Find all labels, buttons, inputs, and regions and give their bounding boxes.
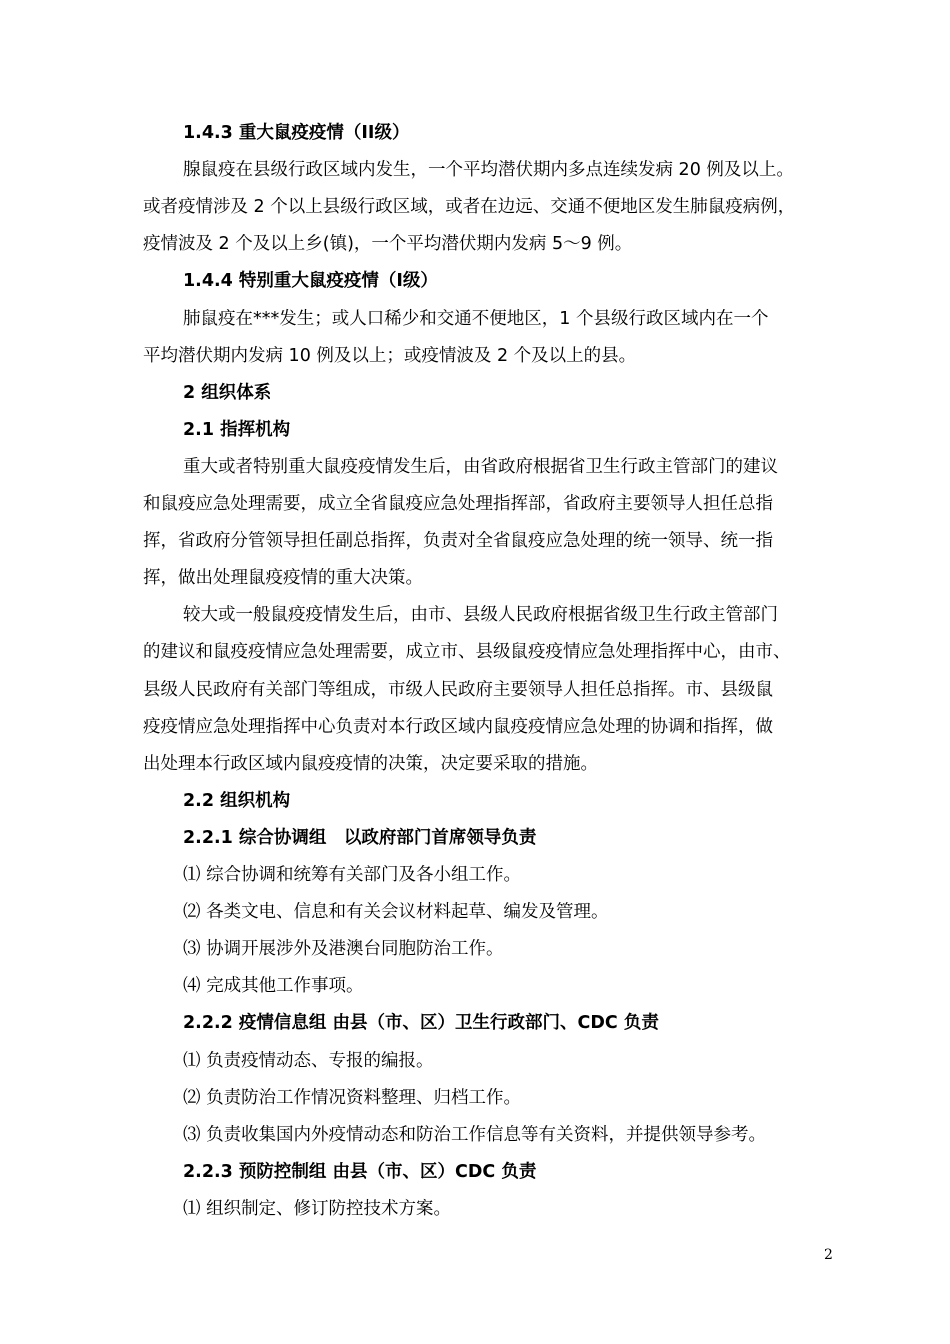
- paragraph-line: 或者疫情涉及 2 个以上县级行政区域，或者在边远、交通不便地区发生肺鼠疫病例，: [143, 197, 796, 218]
- section-heading: 2.1 指挥机构: [183, 419, 291, 440]
- list-item: ⑵ 各类文电、信息和有关会议材料起草、编发及管理。: [183, 902, 609, 923]
- paragraph-line: 和鼠疫应急处理需要，成立全省鼠疫应急处理指挥部，省政府主要领导人担任总指: [143, 494, 773, 514]
- list-item: ⑵ 负责防治工作情况资料整理、归档工作。: [183, 1087, 522, 1108]
- paragraph-line: 疫情波及 2 个及以上乡(镇)，一个平均潜伏期内发病 5～9 例。: [143, 234, 633, 255]
- paragraph-line: 重大或者特别重大鼠疫疫情发生后，由省政府根据省卫生行政主管部门的建议: [183, 456, 778, 477]
- list-item: ⑴ 组织制定、修订防控技术方案。: [183, 1198, 452, 1219]
- section-heading: 1.4.4 特别重大鼠疫疫情（I级）: [183, 271, 438, 292]
- paragraph-line: 出处理本行政区域内鼠疫疫情的决策，决定要采取的措施。: [143, 753, 598, 774]
- list-item: ⑷ 完成其他工作事项。: [183, 976, 364, 997]
- list-item: ⑶ 负责收集国内外疫情动态和防治工作信息等有关资料，并提供领导参考。: [183, 1124, 767, 1145]
- section-heading: 2 组织体系: [183, 382, 272, 403]
- paragraph-line: 挥，做出处理鼠疫疫情的重大决策。: [143, 568, 423, 589]
- paragraph-line: 平均潜伏期内发病 10 例及以上；或疫情波及 2 个及以上的县。: [143, 345, 637, 366]
- page-number: 2: [824, 1247, 833, 1263]
- section-heading: 2.2.2 疫情信息组 由县（市、区）卫生行政部门、CDC 负责: [183, 1013, 659, 1034]
- paragraph-line: 肺鼠疫在***发生；或人口稀少和交通不便地区，1 个县级行政区域内在一个: [183, 308, 769, 329]
- paragraph-line: 较大或一般鼠疫疫情发生后，由市、县级人民政府根据省级卫生行政主管部门: [183, 605, 778, 626]
- paragraph-line: 腺鼠疫在县级行政区域内发生，一个平均潜伏期内多点连续发病 20 例及以上。: [183, 160, 794, 181]
- list-item: ⑴ 负责疫情动态、专报的编报。: [183, 1050, 434, 1071]
- section-heading: 2.2.3 预防控制组 由县（市、区）CDC 负责: [183, 1161, 537, 1182]
- paragraph-line: 县级人民政府有关部门等组成，市级人民政府主要领导人担任总指挥。市、县级鼠: [143, 679, 773, 700]
- section-heading: 1.4.3 重大鼠疫疫情（II级）: [183, 123, 410, 143]
- paragraph-line: 挥，省政府分管领导担任副总指挥，负责对全省鼠疫应急处理的统一领导、统一指: [143, 531, 773, 552]
- list-item: ⑴ 综合协调和统筹有关部门及各小组工作。: [183, 865, 522, 885]
- section-heading: 2.2 组织机构: [183, 790, 291, 811]
- list-item: ⑶ 协调开展涉外及港澳台同胞防治工作。: [183, 939, 504, 960]
- paragraph-line: 疫疫情应急处理指挥中心负责对本行政区域内鼠疫疫情应急处理的协调和指挥，做: [143, 716, 773, 737]
- paragraph-line: 的建议和鼠疫疫情应急处理需要，成立市、县级鼠疫疫情应急处理指挥中心，由市、: [143, 642, 791, 663]
- section-heading: 2.2.1 综合协调组 以政府部门首席领导负责: [183, 827, 537, 848]
